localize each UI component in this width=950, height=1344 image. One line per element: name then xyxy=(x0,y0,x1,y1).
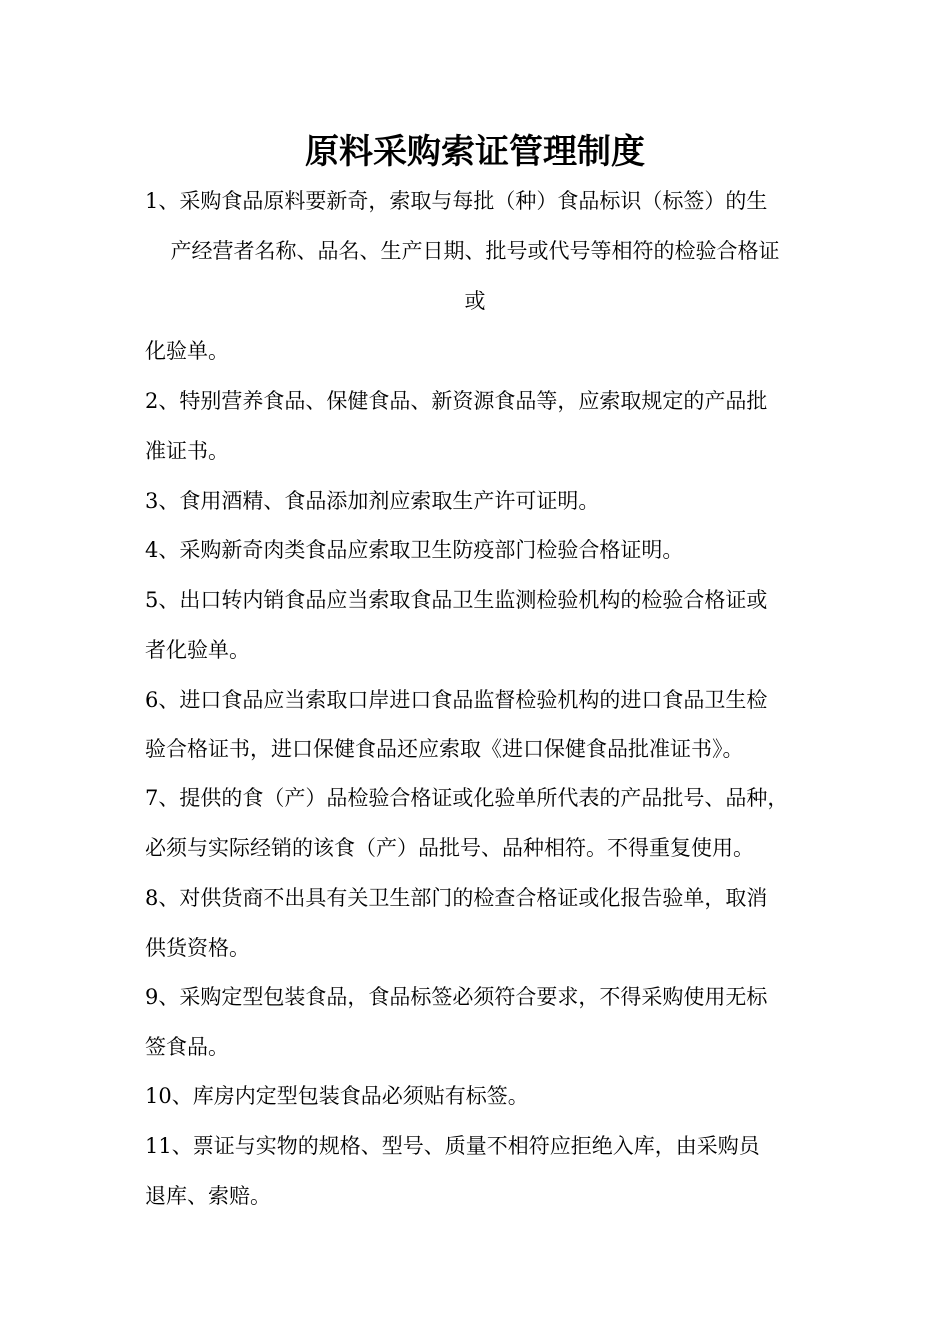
rule-2-line-2: 准证书。 xyxy=(145,439,229,463)
rule-1-line-4: 化验单。 xyxy=(145,339,229,363)
rule-4-line-1: 4、采购新奇肉类食品应索取卫生防疫部门检验合格证明。 xyxy=(145,538,684,562)
rule-1-line-1: 1、采购食品原料要新奇，索取与每批（种）食品标识（标签）的生 xyxy=(145,189,768,213)
rule-6-line-2: 验合格证书，进口保健食品还应索取《进口保健食品批准证书》。 xyxy=(145,737,744,761)
rule-11-line-1: 11、票证与实物的规格、型号、质量不相符应拒绝入库，由采购员 xyxy=(145,1134,760,1158)
rule-7-line-1: 7、提供的食（产）品检验合格证或化验单所代表的产品批号、品种， xyxy=(145,786,789,810)
rule-6-line-1: 6、进口食品应当索取口岸进口食品监督检验机构的进口食品卫生检 xyxy=(145,688,768,712)
rule-11-line-2: 退库、索赔。 xyxy=(145,1184,271,1208)
rule-5-line-2: 者化验单。 xyxy=(145,638,250,662)
rule-3-line-1: 3、食用酒精、食品添加剂应索取生产许可证明。 xyxy=(145,489,600,513)
rule-1-line-2: 产经营者名称、品名、生产日期、批号或代号等相符的检验合格证 xyxy=(170,239,780,263)
rule-7-line-2: 必须与实际经销的该食（产）品批号、品种相符。不得重复使用。 xyxy=(145,836,754,860)
rule-8-line-1: 8、对供货商不出具有关卫生部门的检查合格证或化报告验单，取消 xyxy=(145,886,768,910)
rule-8-line-2: 供货资格。 xyxy=(145,936,250,960)
rule-1-line-3: 或 xyxy=(464,289,486,313)
rule-9-line-1: 9、采购定型包装食品，食品标签必须符合要求，不得采购使用无标 xyxy=(145,985,768,1009)
document-title: 原料采购索证管理制度 xyxy=(305,132,645,172)
rule-10-line-1: 10、库房内定型包装食品必须贴有标签。 xyxy=(145,1084,529,1108)
rule-5-line-1: 5、出口转内销食品应当索取食品卫生监测检验机构的检验合格证或 xyxy=(145,588,768,612)
rule-2-line-1: 2、特别营养食品、保健食品、新资源食品等，应索取规定的产品批 xyxy=(145,389,768,413)
rule-9-line-2: 签食品。 xyxy=(145,1035,229,1059)
